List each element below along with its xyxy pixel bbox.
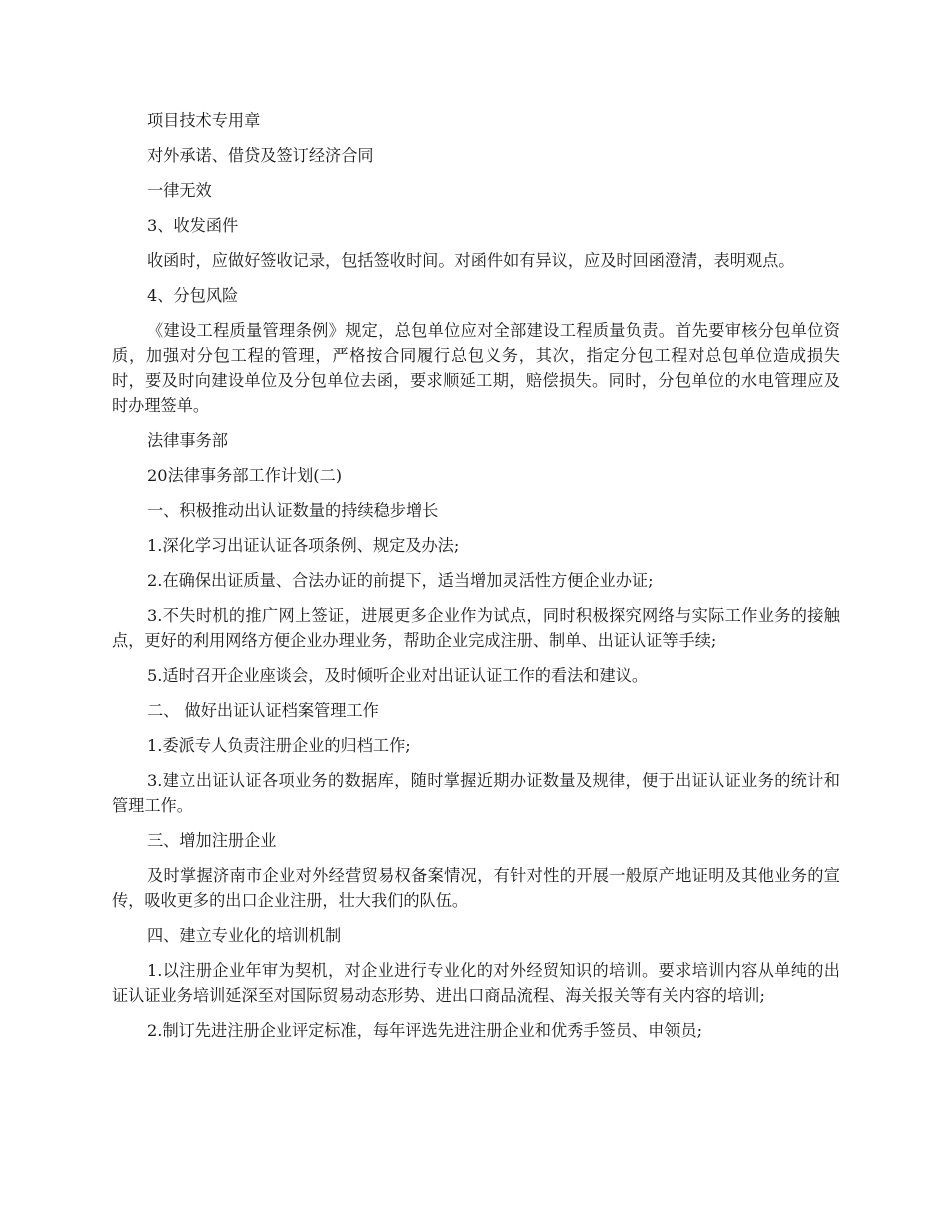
document-title: 20法律事务部工作计划(二) [147, 466, 343, 485]
paragraph-invalid-line: 一律无效 [147, 181, 212, 200]
signature-legal-department: 法律事务部 [147, 431, 228, 450]
list-item: 2.在确保出证质量、合法办证的前提下，适当增加灵活性方便企业办证; [147, 571, 654, 590]
list-item: 5.适时召开企业座谈会，及时倾听企业对出证认证工作的看法和建议。 [147, 666, 649, 685]
paragraph-letters: 收函时，应做好签收记录，包括签收时间。对函件如有异议，应及时回函澄清，表明观点。 [147, 251, 795, 270]
heading-letters: 3、收发函件 [147, 216, 239, 235]
section-heading-4: 四、建立专业化的培训机制 [147, 926, 342, 945]
paragraph-seal-line: 项目技术专用章 [147, 111, 261, 130]
section-heading-1: 一、积极推动出认证数量的持续稳步增长 [147, 501, 439, 520]
heading-subcontract-risk: 4、分包风险 [147, 286, 239, 305]
list-item: 1.以注册企业年审为契机，对企业进行专业化的对外经贸知识的培训。要求培训内容从单纯的出证认证业务培训延深至对国际贸易动态形势、进出口商品流程、海关报关等有关内容的培训; [112, 961, 840, 1005]
paragraph-subcontract-risk: 《建设工程质量管理条例》规定，总包单位应对全部建设工程质量负责。首先要审核分包单位资质，加强对分包工程的管理，严格按合同履行总包义务，其次，指定分包工程对总包单位造成损失时，要及时向建设单位及分包单位去函，要求顺延工期，赔偿损失。同时，分包单位的水电管理应及时办理签单。 [112, 321, 840, 415]
list-item: 1.委派专人负责注册企业的归档工作; [147, 736, 411, 755]
list-item: 2.制订先进注册企业评定标准，每年评选先进注册企业和优秀手签员、申领员; [147, 1021, 703, 1040]
paragraph-contract-line: 对外承诺、借贷及签订经济合同 [147, 146, 374, 165]
list-item: 3.建立出证认证各项业务的数据库，随时掌握近期办证数量及规律，便于出证认证业务的统计和管理工作。 [112, 771, 840, 815]
section-heading-2: 二、 做好出证认证档案管理工作 [147, 701, 379, 720]
list-item: 1.深化学习出证认证各项条例、规定及办法; [147, 536, 460, 555]
list-item: 3.不失时机的推广网上签证，进展更多企业作为试点，同时积极探究网络与实际工作业务的接触点，更好的利用网络方便企业办理业务，帮助企业完成注册、制单、出证认证等手续; [112, 606, 840, 650]
section-heading-3: 三、增加注册企业 [147, 831, 277, 850]
paragraph-registration: 及时掌握济南市企业对外经营贸易权备案情况，有针对性的开展一般原产地证明及其他业务的宣传，吸收更多的出口企业注册，壮大我们的队伍。 [112, 866, 840, 910]
document-body [112, 108, 840, 1053]
